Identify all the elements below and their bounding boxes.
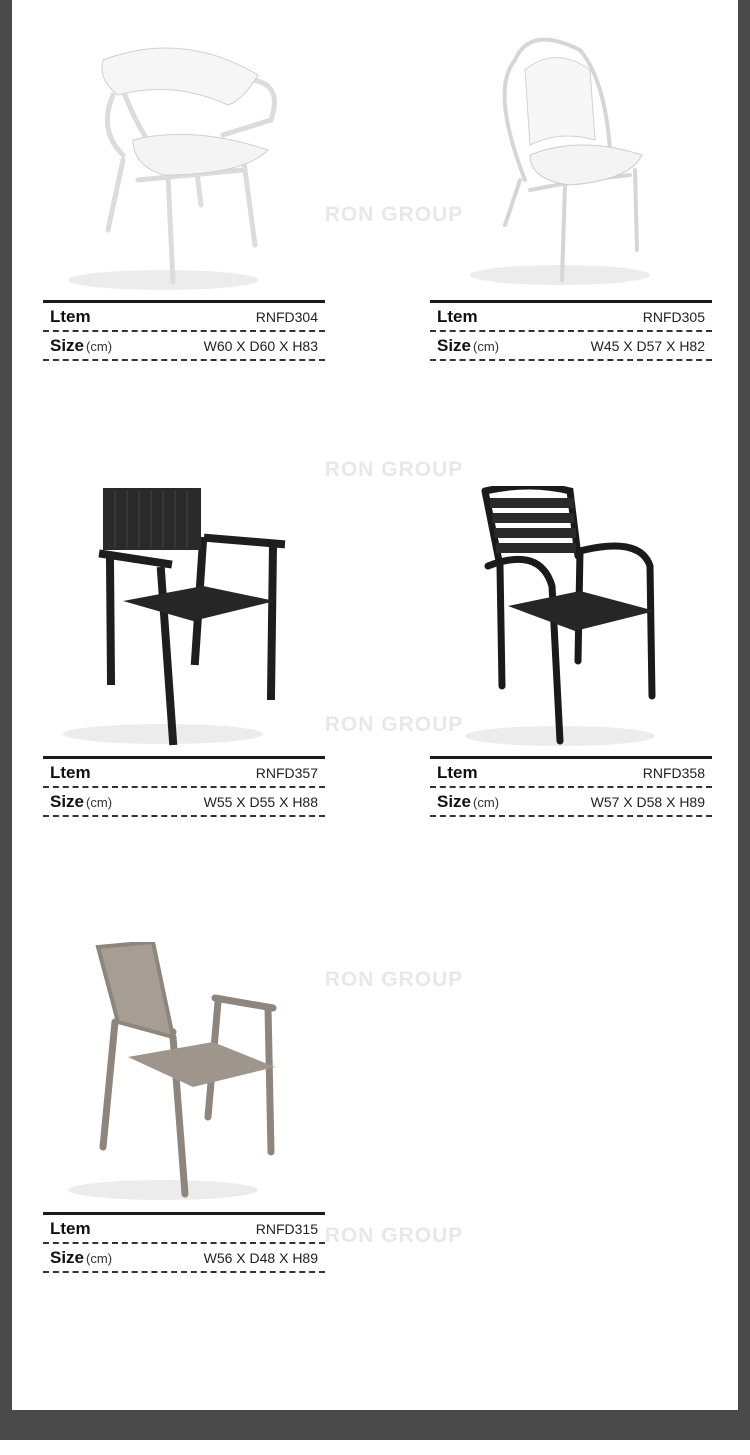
unit-label: (cm) bbox=[473, 794, 500, 810]
item-code: RNFD357 bbox=[255, 764, 318, 781]
size-row bbox=[43, 788, 325, 815]
spec-table bbox=[43, 756, 325, 817]
product-card[interactable] bbox=[43, 486, 325, 817]
watermark: RON GROUP bbox=[324, 458, 464, 481]
product-photo bbox=[43, 942, 325, 1212]
product-card[interactable] bbox=[430, 30, 712, 361]
unit-label: (cm) bbox=[86, 1250, 113, 1266]
size-value: W55 X D55 X H88 bbox=[203, 793, 318, 810]
watermark: RON GROUP bbox=[324, 713, 464, 736]
product-photo bbox=[43, 30, 325, 300]
spec-table bbox=[430, 300, 712, 361]
size-value: W60 X D60 X H83 bbox=[203, 337, 318, 354]
spec-table bbox=[430, 756, 712, 817]
size-row bbox=[43, 332, 325, 359]
item-row bbox=[43, 1215, 325, 1244]
product-card[interactable] bbox=[43, 30, 325, 361]
unit-label: (cm) bbox=[86, 794, 113, 810]
unit-label: (cm) bbox=[473, 338, 500, 354]
item-code: RNFD304 bbox=[255, 308, 318, 325]
bottom-strip bbox=[0, 1440, 750, 1455]
item-code: RNFD305 bbox=[642, 308, 705, 325]
item-label: Ltem bbox=[50, 762, 91, 782]
product-photo bbox=[43, 486, 325, 756]
item-code: RNFD315 bbox=[255, 1220, 318, 1237]
watermark: RON GROUP bbox=[324, 968, 464, 991]
item-row bbox=[43, 759, 325, 788]
unit-label: (cm) bbox=[86, 338, 113, 354]
size-label: Size (cm) bbox=[437, 791, 500, 811]
size-row bbox=[430, 788, 712, 815]
item-row bbox=[43, 303, 325, 332]
watermark: RON GROUP bbox=[324, 1224, 464, 1247]
size-label: Size (cm) bbox=[50, 1247, 113, 1267]
item-code: RNFD358 bbox=[642, 764, 705, 781]
size-label: Size (cm) bbox=[50, 791, 113, 811]
size-value: W45 X D57 X H82 bbox=[590, 337, 705, 354]
size-label: Size (cm) bbox=[437, 335, 500, 355]
spec-table bbox=[43, 300, 325, 361]
watermark: RON GROUP bbox=[324, 203, 464, 226]
product-photo bbox=[430, 30, 712, 300]
size-row bbox=[43, 1244, 325, 1271]
product-card[interactable] bbox=[43, 942, 325, 1273]
item-row bbox=[430, 303, 712, 332]
product-card[interactable] bbox=[430, 486, 712, 817]
spec-table bbox=[43, 1212, 325, 1273]
size-label: Size (cm) bbox=[50, 335, 113, 355]
item-label: Ltem bbox=[437, 306, 478, 326]
product-photo bbox=[430, 486, 712, 756]
item-row bbox=[430, 759, 712, 788]
item-label: Ltem bbox=[50, 1218, 91, 1238]
catalog-sheet bbox=[12, 0, 738, 1410]
item-label: Ltem bbox=[50, 306, 91, 326]
item-label: Ltem bbox=[437, 762, 478, 782]
size-row bbox=[430, 332, 712, 359]
size-value: W56 X D48 X H89 bbox=[203, 1249, 318, 1266]
size-value: W57 X D58 X H89 bbox=[590, 793, 705, 810]
